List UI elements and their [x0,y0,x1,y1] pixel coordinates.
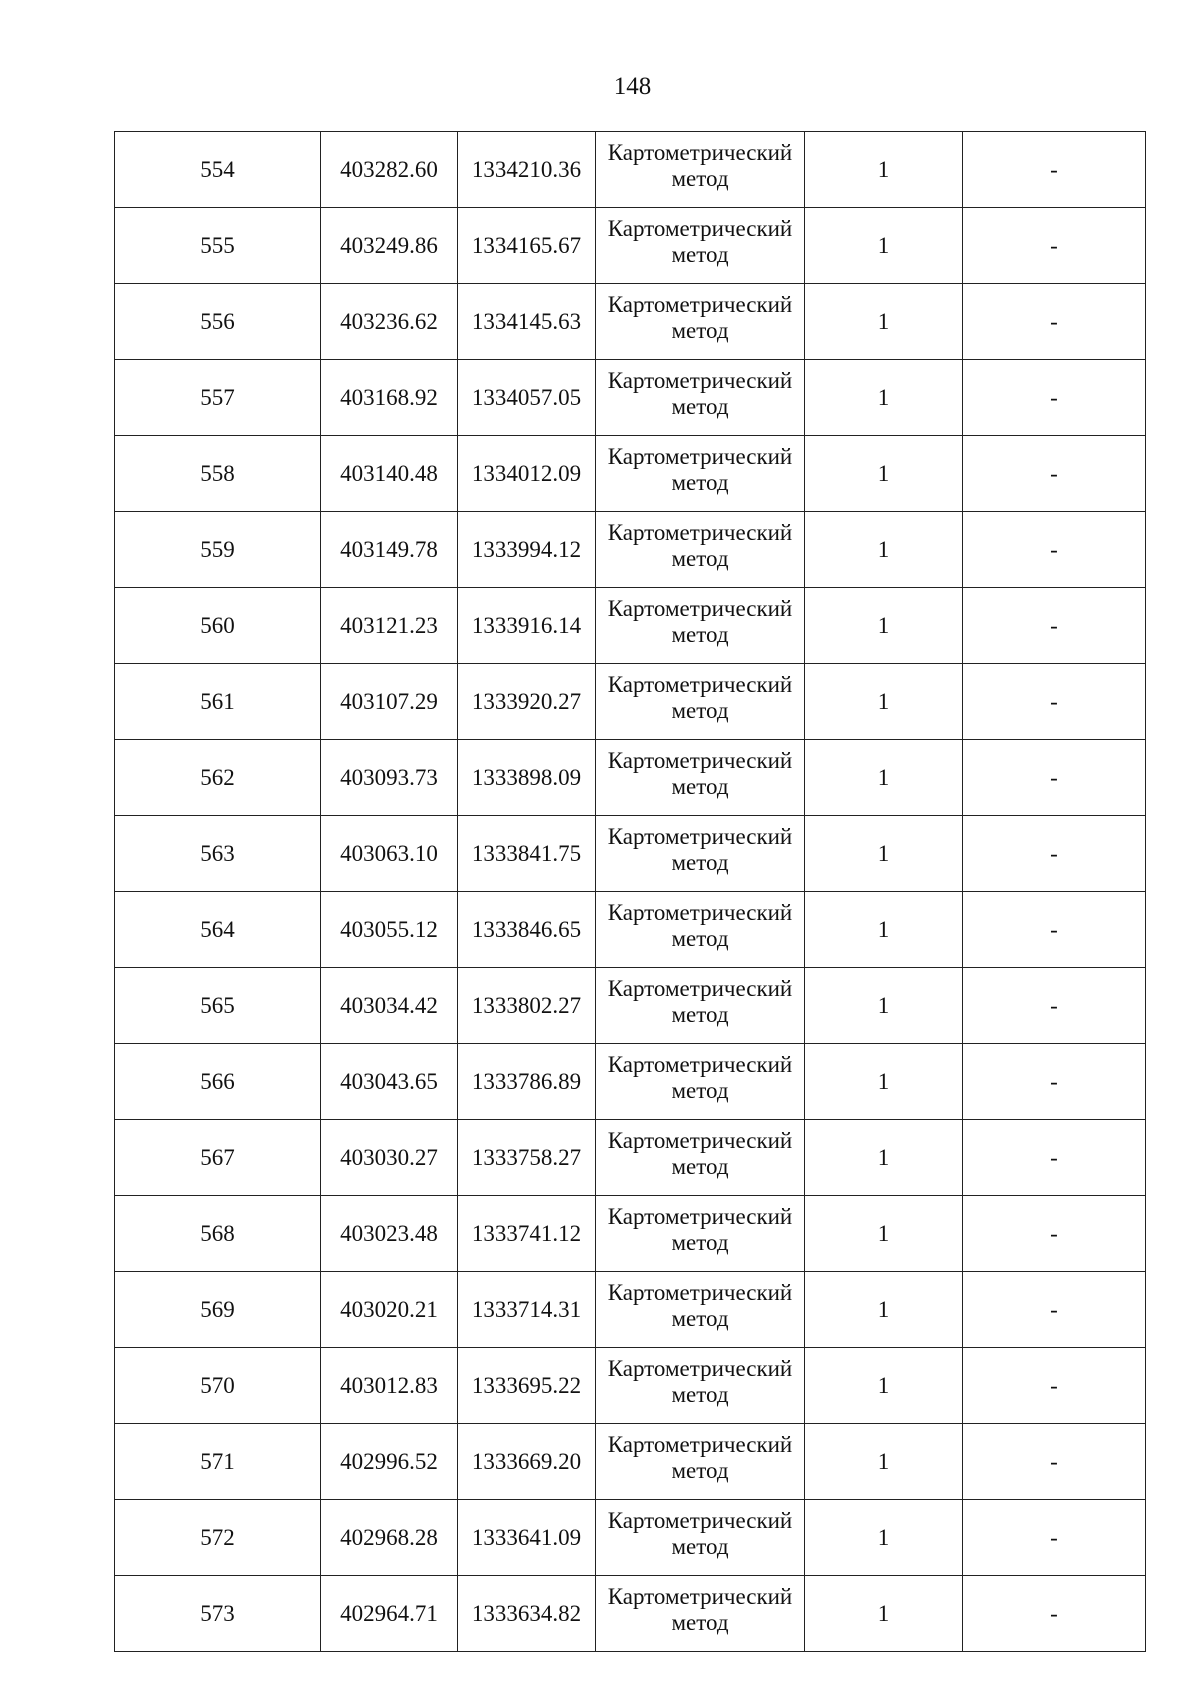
table-row [115,1044,1146,1120]
method-line2: метод [671,1001,729,1027]
accuracy-cell: 1 [805,208,963,284]
y-coordinate-cell: 1333994.12 [458,512,596,588]
y-coordinate-cell: 1333714.31 [458,1272,596,1348]
method-cell [596,1120,805,1196]
table-row [115,1576,1146,1652]
note-cell: - [963,1576,1146,1652]
accuracy-cell: 1 [805,1272,963,1348]
table-row [115,1424,1146,1500]
table-row [115,588,1146,664]
method-cell [596,512,805,588]
accuracy-cell: 1 [805,1348,963,1424]
method-line2: метод [671,1077,729,1103]
method-line1: Картометрический [607,899,793,925]
point-number-cell: 569 [115,1272,321,1348]
y-coordinate-cell: 1334165.67 [458,208,596,284]
x-coordinate-cell: 403030.27 [321,1120,458,1196]
point-number-cell: 570 [115,1348,321,1424]
method-line1: Картометрический [607,1279,793,1305]
x-coordinate-cell: 403282.60 [321,132,458,208]
accuracy-cell: 1 [805,1120,963,1196]
method-line2: метод [671,165,729,191]
accuracy-cell: 1 [805,1500,963,1576]
note-cell: - [963,360,1146,436]
x-coordinate-cell: 403168.92 [321,360,458,436]
note-cell: - [963,512,1146,588]
y-coordinate-cell: 1333802.27 [458,968,596,1044]
note-cell: - [963,892,1146,968]
method-line2: метод [671,849,729,875]
note-cell: - [963,1272,1146,1348]
method-cell [596,588,805,664]
point-number-cell: 565 [115,968,321,1044]
note-cell: - [963,1196,1146,1272]
x-coordinate-cell: 403063.10 [321,816,458,892]
method-line2: метод [671,1153,729,1179]
accuracy-cell: 1 [805,968,963,1044]
table-row [115,816,1146,892]
table-row [115,1272,1146,1348]
table-row [115,132,1146,208]
table-row [115,208,1146,284]
method-line1: Картометрический [607,1431,793,1457]
method-line2: метод [671,1609,729,1635]
table-body [115,132,1146,1652]
table-row [115,436,1146,512]
x-coordinate-cell: 403055.12 [321,892,458,968]
table-row [115,360,1146,436]
accuracy-cell: 1 [805,360,963,436]
method-line2: метод [671,469,729,495]
method-line1: Картометрический [607,1355,793,1381]
method-cell [596,436,805,512]
note-cell: - [963,740,1146,816]
method-cell [596,1044,805,1120]
method-line2: метод [671,1533,729,1559]
y-coordinate-cell: 1334012.09 [458,436,596,512]
point-number-cell: 556 [115,284,321,360]
point-number-cell: 555 [115,208,321,284]
method-line1: Картометрический [607,215,793,241]
y-coordinate-cell: 1334210.36 [458,132,596,208]
note-cell: - [963,816,1146,892]
point-number-cell: 566 [115,1044,321,1120]
accuracy-cell: 1 [805,1044,963,1120]
note-cell: - [963,1348,1146,1424]
note-cell: - [963,664,1146,740]
y-coordinate-cell: 1333641.09 [458,1500,596,1576]
y-coordinate-cell: 1333758.27 [458,1120,596,1196]
x-coordinate-cell: 402996.52 [321,1424,458,1500]
method-line2: метод [671,1305,729,1331]
x-coordinate-cell: 403236.62 [321,284,458,360]
method-line2: метод [671,241,729,267]
table-row [115,1500,1146,1576]
method-line1: Картометрический [607,1051,793,1077]
method-cell [596,132,805,208]
method-line1: Картометрический [607,1583,793,1609]
accuracy-cell: 1 [805,1576,963,1652]
method-cell [596,360,805,436]
y-coordinate-cell: 1334145.63 [458,284,596,360]
point-number-cell: 564 [115,892,321,968]
point-number-cell: 567 [115,1120,321,1196]
method-cell [596,968,805,1044]
note-cell: - [963,1424,1146,1500]
method-line1: Картометрический [607,1203,793,1229]
accuracy-cell: 1 [805,436,963,512]
method-line2: метод [671,317,729,343]
method-cell [596,284,805,360]
table-row [115,740,1146,816]
y-coordinate-cell: 1333916.14 [458,588,596,664]
method-line1: Картометрический [607,519,793,545]
accuracy-cell: 1 [805,816,963,892]
accuracy-cell: 1 [805,1196,963,1272]
point-number-cell: 554 [115,132,321,208]
table-row [115,968,1146,1044]
method-line2: метод [671,1457,729,1483]
point-number-cell: 572 [115,1500,321,1576]
table-row [115,512,1146,588]
coordinates-table [114,131,1146,1652]
point-number-cell: 573 [115,1576,321,1652]
method-line1: Картометрический [607,1507,793,1533]
y-coordinate-cell: 1333786.89 [458,1044,596,1120]
y-coordinate-cell: 1333634.82 [458,1576,596,1652]
x-coordinate-cell: 403107.29 [321,664,458,740]
y-coordinate-cell: 1334057.05 [458,360,596,436]
accuracy-cell: 1 [805,588,963,664]
method-cell [596,1348,805,1424]
method-line1: Картометрический [607,975,793,1001]
method-line1: Картометрический [607,671,793,697]
method-line2: метод [671,545,729,571]
method-line1: Картометрический [607,747,793,773]
y-coordinate-cell: 1333846.65 [458,892,596,968]
method-line2: метод [671,621,729,647]
y-coordinate-cell: 1333898.09 [458,740,596,816]
method-cell [596,1272,805,1348]
method-cell [596,664,805,740]
method-cell [596,816,805,892]
accuracy-cell: 1 [805,1424,963,1500]
x-coordinate-cell: 403121.23 [321,588,458,664]
method-line1: Картометрический [607,291,793,317]
accuracy-cell: 1 [805,512,963,588]
method-line1: Картометрический [607,823,793,849]
note-cell: - [963,436,1146,512]
note-cell: - [963,1044,1146,1120]
method-cell [596,740,805,816]
method-cell [596,1196,805,1272]
y-coordinate-cell: 1333920.27 [458,664,596,740]
method-line1: Картометрический [607,443,793,469]
table-row [115,1120,1146,1196]
method-line1: Картометрический [607,1127,793,1153]
x-coordinate-cell: 403043.65 [321,1044,458,1120]
x-coordinate-cell: 403140.48 [321,436,458,512]
x-coordinate-cell: 403020.21 [321,1272,458,1348]
method-line2: метод [671,773,729,799]
method-line1: Картометрический [607,367,793,393]
accuracy-cell: 1 [805,892,963,968]
note-cell: - [963,588,1146,664]
x-coordinate-cell: 403012.83 [321,1348,458,1424]
table-row [115,664,1146,740]
method-line2: метод [671,393,729,419]
method-cell [596,1424,805,1500]
method-line2: метод [671,697,729,723]
point-number-cell: 557 [115,360,321,436]
note-cell: - [963,132,1146,208]
point-number-cell: 563 [115,816,321,892]
point-number-cell: 571 [115,1424,321,1500]
x-coordinate-cell: 402964.71 [321,1576,458,1652]
method-cell [596,208,805,284]
note-cell: - [963,1500,1146,1576]
point-number-cell: 560 [115,588,321,664]
note-cell: - [963,968,1146,1044]
accuracy-cell: 1 [805,284,963,360]
table-row [115,892,1146,968]
table-row [115,284,1146,360]
method-cell [596,892,805,968]
point-number-cell: 562 [115,740,321,816]
note-cell: - [963,284,1146,360]
x-coordinate-cell: 403023.48 [321,1196,458,1272]
y-coordinate-cell: 1333669.20 [458,1424,596,1500]
table-row [115,1196,1146,1272]
x-coordinate-cell: 403034.42 [321,968,458,1044]
note-cell: - [963,208,1146,284]
method-line1: Картометрический [607,595,793,621]
point-number-cell: 568 [115,1196,321,1272]
point-number-cell: 561 [115,664,321,740]
x-coordinate-cell: 402968.28 [321,1500,458,1576]
x-coordinate-cell: 403093.73 [321,740,458,816]
accuracy-cell: 1 [805,132,963,208]
page-number: 148 [613,73,652,100]
method-line1: Картометрический [607,139,793,165]
y-coordinate-cell: 1333841.75 [458,816,596,892]
method-line2: метод [671,925,729,951]
method-line2: метод [671,1381,729,1407]
accuracy-cell: 1 [805,664,963,740]
point-number-cell: 558 [115,436,321,512]
accuracy-cell: 1 [805,740,963,816]
note-cell: - [963,1120,1146,1196]
method-cell [596,1576,805,1652]
method-line2: метод [671,1229,729,1255]
y-coordinate-cell: 1333741.12 [458,1196,596,1272]
table-row [115,1348,1146,1424]
method-cell [596,1500,805,1576]
x-coordinate-cell: 403249.86 [321,208,458,284]
x-coordinate-cell: 403149.78 [321,512,458,588]
point-number-cell: 559 [115,512,321,588]
y-coordinate-cell: 1333695.22 [458,1348,596,1424]
